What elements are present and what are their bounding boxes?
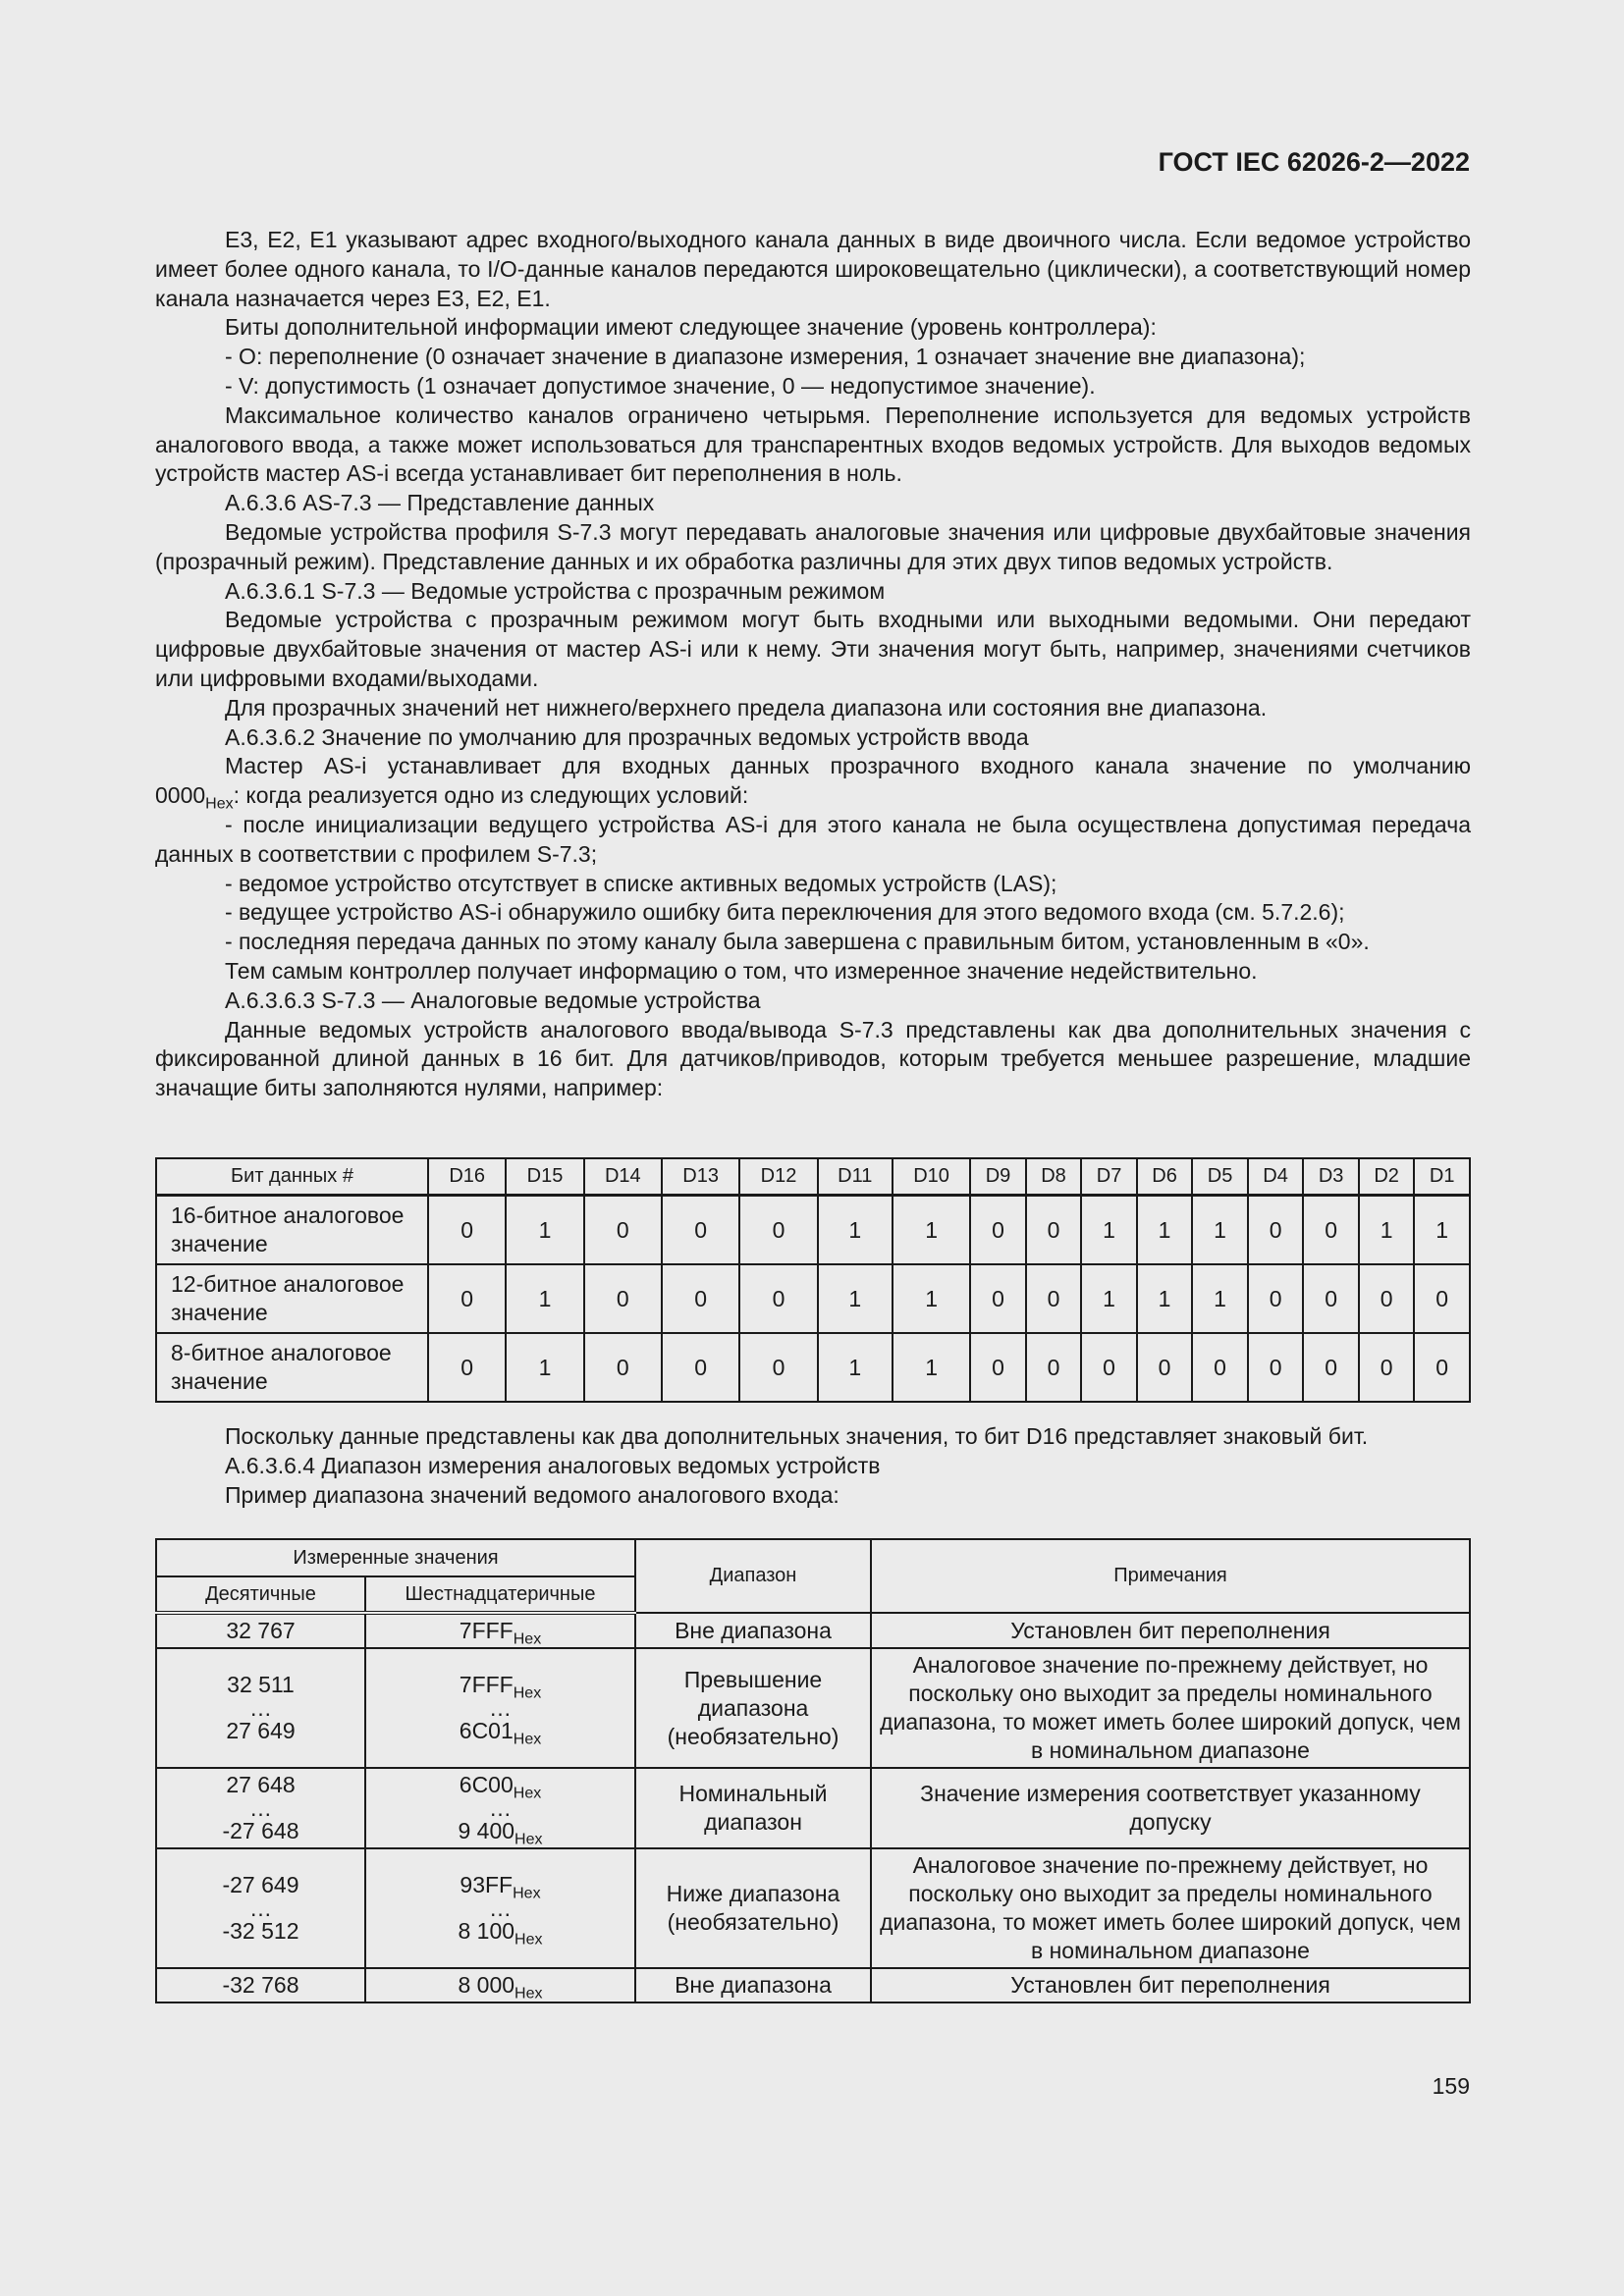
- section-heading: А.6.3.6.2 Значение по умолчанию для прозрачных ведомых устройств ввода: [225, 723, 1029, 750]
- bit-cell: 0: [1414, 1333, 1470, 1402]
- paragraph: Максимальное количество каналов ограничено четырьмя. Переполнение используется для ведомых устройств аналогового ввода, а также может использоваться для транспарентных входов ведомых устройств. Для выходов ведомых устройств мастер AS-i всегда устанавливает бит переполнения в ноль.: [155, 401, 1471, 487]
- hex-subscript: Hex: [513, 1785, 542, 1802]
- bit-cell: 0: [662, 1264, 739, 1333]
- paragraph: - О: переполнение (0 означает значение в диапазоне измерения, 1 означает значение вне диапазона);: [225, 344, 1306, 370]
- note-cell: Аналоговое значение по-прежнему действует, но поскольку оно выходит за пределы номинального диапазона, то может иметь более широкий допуск, чем в номинальном диапазоне: [871, 1848, 1470, 1968]
- list-item: - последняя передача данных по этому каналу была завершена с правильным битом, установленным в «0».: [225, 929, 1370, 955]
- bit-cell: 1: [893, 1196, 970, 1265]
- decimal-lower: -32 512: [222, 1918, 299, 1944]
- bits-table-header-row: [156, 1158, 1470, 1196]
- range-table-header-row: [156, 1539, 1470, 1576]
- paragraph: Е3, Е2, Е1 указывают адрес входного/выходного канала данных в виде двоичного числа. Если ведомое устройство имеет более одного канала, то I/O-данные каналов передаются широковещательно (циклически), а соответствующий номер канала назначается через Е3, Е2, Е1.: [155, 227, 1471, 311]
- ellipsis: …: [249, 1896, 272, 1921]
- after-table-text: [155, 1422, 1471, 1510]
- bit-cell: 1: [1359, 1196, 1415, 1265]
- measured-header: Измеренные значения: [156, 1539, 635, 1576]
- bit-cell: 1: [1414, 1196, 1470, 1265]
- hex-number: 6C00: [459, 1772, 514, 1797]
- default-value-rest: : когда реализуется одно из следующих условий:: [233, 782, 749, 809]
- hex-value: [374, 1617, 626, 1648]
- section-heading: А.6.3.6 AS-7.3 — Представление данных: [225, 490, 655, 516]
- bit-cell: 0: [970, 1196, 1026, 1265]
- bit-cell: 0: [1359, 1264, 1415, 1333]
- paragraph: Мастер AS-i устанавливает для входных данных прозрачного входного канала значение по умолчанию: [225, 753, 1471, 779]
- hex-value: [374, 1971, 626, 2000]
- bits-column-header: D15: [506, 1158, 583, 1196]
- bit-cell: 0: [1026, 1264, 1082, 1333]
- ellipsis: …: [489, 1695, 512, 1721]
- ellipsis: …: [489, 1795, 512, 1821]
- bit-cell: 0: [1081, 1333, 1137, 1402]
- decimal-header: Десятичные: [156, 1576, 365, 1613]
- hex-value: [374, 1717, 626, 1748]
- bit-cell: 0: [1026, 1196, 1082, 1265]
- paragraph: Ведомые устройства профиля S-7.3 могут передавать аналоговые значения или цифровые двухбайтовые значения (прозрачный режим). Представление данных и их обработка различны для этих двух типов ведомых устройств.: [155, 518, 1471, 574]
- bits-column-header: D1: [1414, 1158, 1470, 1196]
- bit-cell: 0: [1359, 1333, 1415, 1402]
- range-cell: Превышение диапазона (необязательно): [635, 1648, 871, 1768]
- range-table-row: [156, 1613, 1470, 1648]
- bit-cell: 0: [1414, 1264, 1470, 1333]
- note-cell: Аналоговое значение по-прежнему действует, но поскольку оно выходит за пределы номинального диапазона, то может иметь более широкий допуск, чем в номинальном диапазоне: [871, 1648, 1470, 1768]
- note-cell: Установлен бит переполнения: [871, 1968, 1470, 2002]
- range-cell: Ниже диапазона (необязательно): [635, 1848, 871, 1968]
- decimal-upper: 32 511: [227, 1672, 295, 1697]
- bit-cell: 0: [1026, 1333, 1082, 1402]
- paragraph: Для прозрачных значений нет нижнего/верхнего предела диапазона или состояния вне диапазона.: [225, 694, 1268, 721]
- bit-cell: 0: [1137, 1333, 1193, 1402]
- bits-column-header: D3: [1303, 1158, 1359, 1196]
- hex-value: [374, 1817, 626, 1848]
- range-cell: Вне диапазона: [635, 1613, 871, 1648]
- ellipsis: …: [489, 1896, 512, 1921]
- bit-cell: 0: [584, 1333, 662, 1402]
- paragraph: Ведомые устройства с прозрачным режимом могут быть входными или выходными ведомыми. Они передают цифровые двухбайтовые значения от мастер AS-i или к нему. Эти значения могут быть, например, значениями счетчиков или цифровыми входами/выходами.: [155, 607, 1471, 691]
- decimal-cell: [156, 1848, 365, 1968]
- bit-cell: 1: [506, 1196, 583, 1265]
- range-table-row: [156, 1648, 1470, 1768]
- bit-cell: 0: [662, 1196, 739, 1265]
- bit-cell: 1: [893, 1333, 970, 1402]
- bits-column-header: D6: [1137, 1158, 1193, 1196]
- hex-subscript: Hex: [514, 1985, 543, 2002]
- bit-cell: 1: [818, 1333, 893, 1402]
- hex-cell: [365, 1648, 635, 1768]
- bit-cell: 0: [1303, 1196, 1359, 1265]
- bits-column-header: D7: [1081, 1158, 1137, 1196]
- bits-row-label: 16-битное аналоговое значение: [156, 1196, 428, 1265]
- section-heading: А.6.3.6.4 Диапазон измерения аналоговых ведомых устройств: [225, 1452, 881, 1478]
- decimal-lower: 27 649: [226, 1718, 296, 1743]
- hex-number: 6C01: [459, 1718, 514, 1743]
- decimal-upper: 27 648: [226, 1772, 296, 1797]
- bit-cell: 0: [1303, 1264, 1359, 1333]
- ellipsis: …: [249, 1695, 272, 1721]
- default-value-line: [155, 781, 1471, 811]
- range-table-row: [156, 1768, 1470, 1848]
- bits-header-label: Бит данных #: [156, 1158, 428, 1196]
- bits-row-label: 8-битное аналоговое значение: [156, 1333, 428, 1402]
- hex-cell: [365, 1848, 635, 1968]
- bits-column-header: D14: [584, 1158, 662, 1196]
- bits-column-header: D12: [739, 1158, 817, 1196]
- ellipsis: …: [249, 1795, 272, 1821]
- paragraph: Поскольку данные представлены как два дополнительных значения, то бит D16 представляет знаковый бит.: [225, 1423, 1369, 1449]
- bit-cell: 0: [739, 1196, 817, 1265]
- bits-table-row: [156, 1196, 1470, 1265]
- bit-cell: 1: [893, 1264, 970, 1333]
- decimal-cell: [156, 1648, 365, 1768]
- section-heading: А.6.3.6.1 S-7.3 — Ведомые устройства с прозрачным режимом: [225, 577, 886, 604]
- bit-cell: 1: [818, 1264, 893, 1333]
- note-cell: Установлен бит переполнения: [871, 1613, 1470, 1648]
- bits-column-header: D11: [818, 1158, 893, 1196]
- hex-cell: [365, 1968, 635, 2002]
- bits-column-header: D5: [1192, 1158, 1248, 1196]
- range-cell: Вне диапазона: [635, 1968, 871, 2002]
- hex-number: 93FF: [460, 1872, 514, 1897]
- list-item: - после инициализации ведущего устройства AS-i для этого канала не была осуществлена допустимая передача данных в соответствии с профилем S-7.3;: [155, 811, 1471, 867]
- paragraph: Тем самым контроллер получает информацию о том, что измеренное значение недействительно.: [225, 957, 1258, 984]
- bit-cell: 1: [1192, 1264, 1248, 1333]
- hex-cell: [365, 1768, 635, 1848]
- bit-cell: 1: [506, 1333, 583, 1402]
- bits-column-header: D4: [1248, 1158, 1304, 1196]
- range-table: [155, 1538, 1471, 2003]
- body-text: [155, 226, 1471, 1103]
- bit-cell: 0: [970, 1333, 1026, 1402]
- hex-number: 7FFF: [459, 1672, 514, 1697]
- list-item: - ведомое устройство отсутствует в списке активных ведомых устройств (LAS);: [225, 870, 1057, 896]
- range-cell: Номинальный диапазон: [635, 1768, 871, 1848]
- bit-cell: 1: [1081, 1196, 1137, 1265]
- bit-cell: 0: [584, 1196, 662, 1265]
- range-table-row: [156, 1848, 1470, 1968]
- decimal-upper: -27 649: [222, 1872, 299, 1897]
- bit-cell: 1: [1137, 1264, 1193, 1333]
- bits-column-header: D16: [428, 1158, 506, 1196]
- hex-header: Шестнадцатеричные: [365, 1576, 635, 1613]
- default-value: 0000: [155, 782, 206, 809]
- paragraph: - V: допустимость (1 означает допустимое значение, 0 — недопустимое значение).: [225, 372, 1096, 399]
- hex-number: 8 100: [458, 1918, 515, 1944]
- bit-cell: 0: [970, 1264, 1026, 1333]
- hex-subscript: Hex: [513, 1731, 542, 1748]
- bit-cell: 0: [584, 1264, 662, 1333]
- bits-column-header: D9: [970, 1158, 1026, 1196]
- section-heading: А.6.3.6.3 S-7.3 — Аналоговые ведомые устройства: [225, 987, 761, 1013]
- decimal-cell: 32 767: [156, 1613, 365, 1648]
- paragraph: Пример диапазона значений ведомого аналогового входа:: [225, 1481, 839, 1508]
- paragraph: Данные ведомых устройств аналогового ввода/вывода S-7.3 представлены как два дополнительных значения с фиксированной длиной данных в 16 бит. Для датчиков/приводов, которым требуется меньшее разрешение, младшие значащие биты заполняются нулями, например:: [155, 1016, 1471, 1101]
- decimal-cell: -32 768: [156, 1968, 365, 2002]
- bits-table-row: [156, 1264, 1470, 1333]
- decimal-lower: -27 648: [222, 1818, 299, 1843]
- bit-cell: 0: [1192, 1333, 1248, 1402]
- bit-cell: 1: [818, 1196, 893, 1265]
- bit-cell: 0: [1248, 1196, 1304, 1265]
- bits-row-label: 12-битное аналоговое значение: [156, 1264, 428, 1333]
- bits-table-row: [156, 1333, 1470, 1402]
- bit-cell: 0: [1303, 1333, 1359, 1402]
- list-item: - ведущее устройство AS-i обнаружило ошибку бита переключения для этого ведомого входа (см. 5.7.2.6);: [225, 899, 1345, 926]
- bit-cell: 0: [428, 1196, 506, 1265]
- bit-cell: 0: [428, 1264, 506, 1333]
- bit-cell: 0: [1248, 1333, 1304, 1402]
- standard-header: ГОСТ IEC 62026-2—2022: [1158, 147, 1470, 177]
- hex-number: 8 000: [458, 1972, 515, 1998]
- hex-number: 9 400: [458, 1818, 515, 1843]
- paragraph: Биты дополнительной информации имеют следующее значение (уровень контроллера):: [225, 314, 1157, 341]
- hex-subscript: Hex: [514, 1831, 543, 1848]
- bits-table: [155, 1157, 1471, 1403]
- hex-cell: [365, 1613, 635, 1648]
- hex-subscript: Hex: [514, 1931, 543, 1949]
- bit-cell: 1: [506, 1264, 583, 1333]
- hex-subscript: Hex: [513, 1630, 542, 1648]
- bits-column-header: D10: [893, 1158, 970, 1196]
- bit-cell: 0: [428, 1333, 506, 1402]
- notes-header: Примечания: [871, 1539, 1470, 1613]
- bits-column-header: D13: [662, 1158, 739, 1196]
- hex-subscript: Hex: [513, 1885, 541, 1902]
- hex-value: [374, 1917, 626, 1949]
- hex-subscript: Hex: [513, 1684, 542, 1702]
- bit-cell: 0: [739, 1333, 817, 1402]
- bits-column-header: D8: [1026, 1158, 1082, 1196]
- bit-cell: 0: [1248, 1264, 1304, 1333]
- hex-number: 7FFF: [459, 1618, 514, 1643]
- bits-column-header: D2: [1359, 1158, 1415, 1196]
- range-table-row: [156, 1968, 1470, 2002]
- bit-cell: 1: [1081, 1264, 1137, 1333]
- note-cell: Значение измерения соответствует указанному допуску: [871, 1768, 1470, 1848]
- bit-cell: 0: [662, 1333, 739, 1402]
- bit-cell: 1: [1137, 1196, 1193, 1265]
- range-header: Диапазон: [635, 1539, 871, 1613]
- hex-subscript: Hex: [205, 795, 234, 813]
- page-number: 159: [1432, 2073, 1470, 2099]
- bit-cell: 0: [739, 1264, 817, 1333]
- bit-cell: 1: [1192, 1196, 1248, 1265]
- decimal-cell: [156, 1768, 365, 1848]
